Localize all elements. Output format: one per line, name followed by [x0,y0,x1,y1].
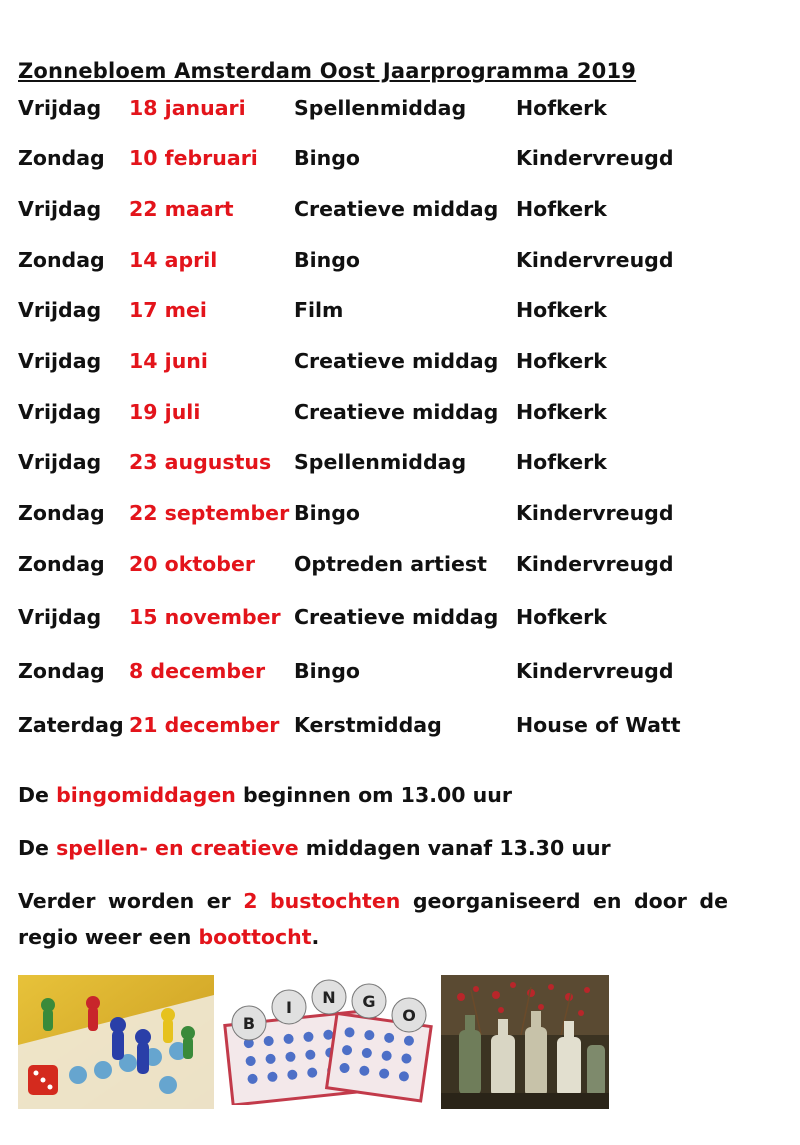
schedule-row [18,602,607,632]
bingo-ball-g: G [362,992,376,1011]
bingo-ball-n: N [322,988,336,1007]
activity: Spellenmiddag [294,450,467,474]
schedule-row [18,549,674,579]
date: 8 december [129,659,266,683]
location: Hofkerk [516,298,607,322]
day: Vrijdag [18,298,102,322]
date: 14 april [129,248,218,272]
schedule-row [18,245,674,275]
location: Hofkerk [516,450,607,474]
bingo-note [18,777,512,813]
day: Vrijdag [18,400,102,424]
day: Zondag [18,552,105,576]
creative-note [18,830,611,866]
day: Zaterdag [18,713,124,737]
day: Zondag [18,501,105,525]
creative-note-highlight: spellen- en creatieve [56,836,299,860]
activity: Creatieve middag [294,349,499,373]
date: 17 mei [129,298,207,322]
schedule-row [18,498,674,528]
board-game-image [18,975,214,1109]
bingo-note-highlight: bingomiddagen [56,783,236,807]
date: 20 oktober [129,552,255,576]
day: Zondag [18,659,105,683]
bingo-ball-i: I [286,998,292,1017]
schedule-row [18,397,607,427]
bingo-image [221,975,433,1105]
activity: Bingo [294,248,361,272]
activity: Creatieve middag [294,605,499,629]
location: Kindervreugd [516,248,674,272]
date: 15 november [129,605,281,629]
bingo-note-pre: De [18,783,57,807]
schedule-row [18,346,607,376]
activity: Bingo [294,146,361,170]
location: Kindervreugd [516,552,674,576]
date: 14 juni [129,349,208,373]
schedule-row [18,710,681,740]
creative-note-post: middagen vanaf 13.30 uur [298,836,611,860]
document-page [18,56,728,737]
day: Zondag [18,248,105,272]
activity: Creatieve middag [294,197,499,221]
activity: Creatieve middag [294,400,499,424]
schedule-row [18,93,607,123]
date: 18 januari [129,96,246,120]
activity: Spellenmiddag [294,96,467,120]
schedule-row [18,656,674,686]
trips-note [18,883,728,955]
day: Vrijdag [18,96,102,120]
activity: Kerstmiddag [294,713,442,737]
bingo-ball-o: O [402,1006,416,1025]
trips-note-highlight-bus: 2 bustochten [243,889,401,913]
activity: Optreden artiest [294,552,487,576]
date: 23 augustus [129,450,272,474]
date: 22 september [129,501,290,525]
activity: Bingo [294,659,361,683]
location: Hofkerk [516,400,607,424]
date: 10 februari [129,146,258,170]
day: Zondag [18,146,105,170]
creative-note-pre: De [18,836,57,860]
day: Vrijdag [18,605,102,629]
decorated-bottles-image [441,975,609,1109]
location: Kindervreugd [516,146,674,170]
location: Hofkerk [516,197,607,221]
date: 22 maart [129,197,234,221]
bingo-note-post: beginnen om 13.00 uur [235,783,512,807]
schedule-row [18,143,674,173]
trips-note-post: . [311,925,320,949]
location: Kindervreugd [516,659,674,683]
schedule-row [18,447,607,477]
date: 21 december [129,713,280,737]
schedule-row [18,295,607,325]
trips-note-mid: georganiseerd en door de regio weer een [18,889,728,949]
activity: Bingo [294,501,361,525]
day: Vrijdag [18,450,102,474]
location: Hofkerk [516,349,607,373]
schedule-row [18,194,607,224]
location: Hofkerk [516,96,607,120]
location: House of Watt [516,713,681,737]
trips-note-highlight-boat: boottocht [198,925,312,949]
trips-note-pre: Verder worden er [18,889,244,913]
bingo-ball-b: B [242,1014,256,1033]
location: Kindervreugd [516,501,674,525]
location: Hofkerk [516,605,607,629]
page-title: Zonnebloem Amsterdam Oost Jaarprogramma 2019 [18,59,637,83]
date: 19 juli [129,400,201,424]
day: Vrijdag [18,197,102,221]
day: Vrijdag [18,349,102,373]
activity: Film [294,298,344,322]
